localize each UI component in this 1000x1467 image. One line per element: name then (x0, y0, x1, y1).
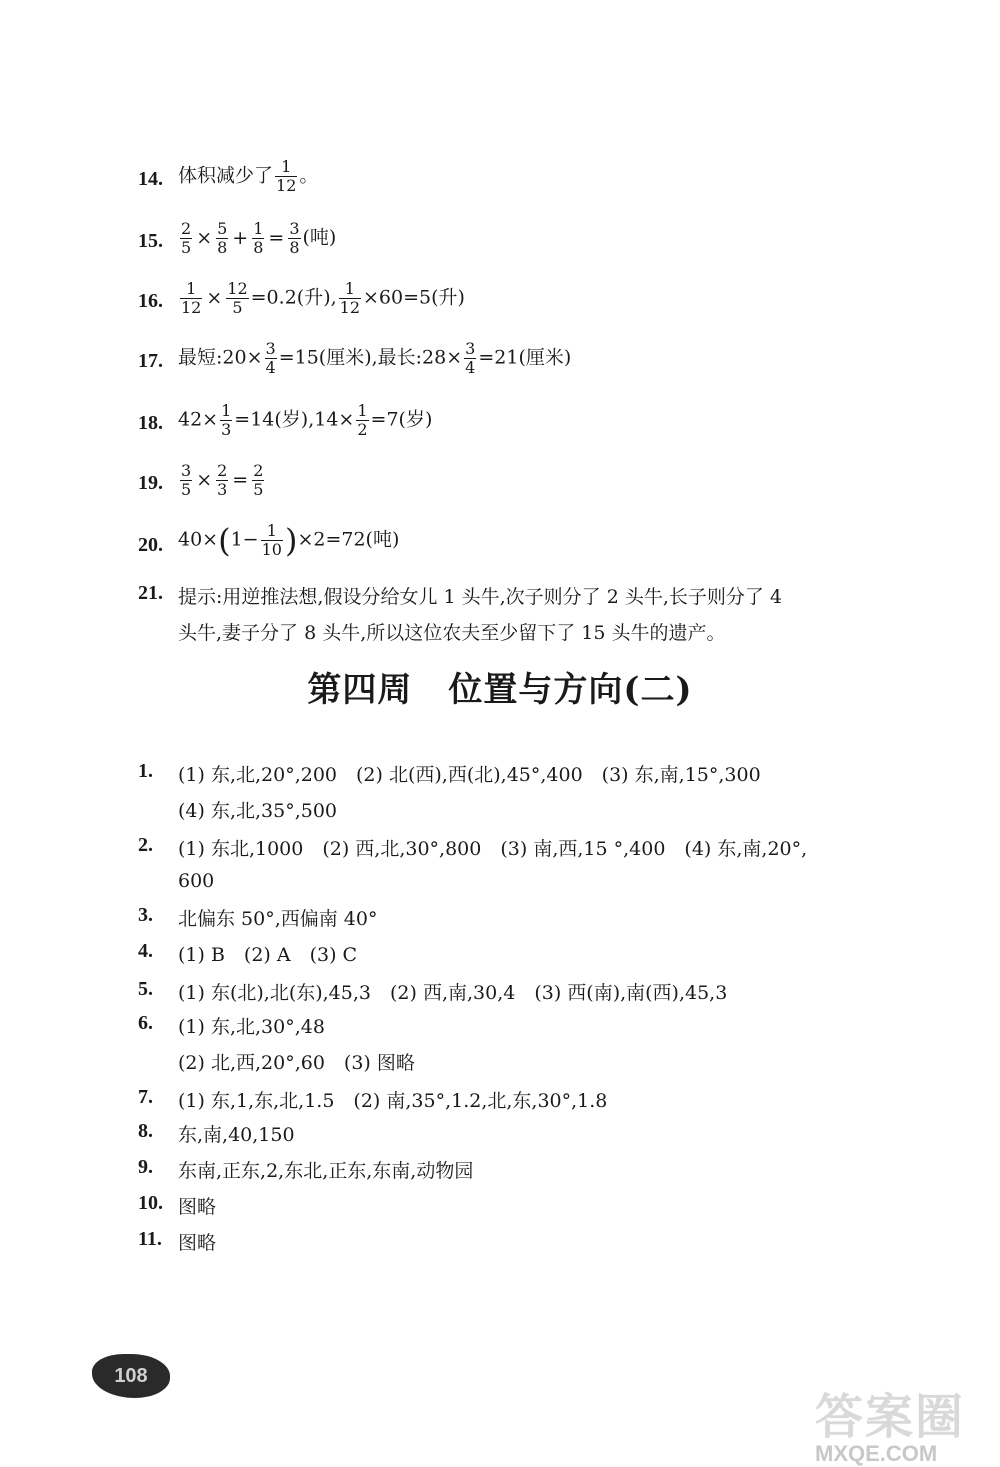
text-line: 图略 (178, 1196, 217, 1218)
item-number: 2. (138, 834, 153, 856)
text: 体积减少了 (178, 164, 274, 187)
fraction: $\frac{1}{12}$ (276, 157, 297, 195)
text-line: (1) 东(北),北(东),45,3 (2) 西,南,30,4 (3) 西(南),南(西),45,3 (178, 982, 728, 1004)
text-line: (1) B (2) A (3) C (178, 944, 358, 966)
fraction: $\frac{1}{10}$ (261, 521, 282, 559)
item-number: 4. (138, 940, 153, 962)
item-number: 6. (138, 1012, 153, 1034)
text-line: 头牛,妻子分了 8 头牛,所以这位农夫至少留下了 15 头牛的遗产。 (178, 622, 726, 644)
item-number: 14. (138, 168, 163, 190)
fraction: $\frac{3}{5}$ (181, 461, 192, 499)
item-number: 18. (138, 412, 163, 434)
unit: (吨) (302, 226, 337, 249)
week-label: 第四周 (307, 670, 413, 710)
page-number: 108 (92, 1354, 170, 1398)
text-line: (4) 东,北,35°,500 (178, 800, 338, 822)
text-line: 图略 (178, 1232, 217, 1254)
item-number: 7. (138, 1086, 153, 1108)
fraction: $\frac{1}{12}$ (339, 279, 361, 317)
item-number: 21. (138, 582, 163, 604)
fraction: $\frac{2}{5}$ (181, 219, 192, 257)
text: ×2=72(吨) (297, 528, 400, 551)
text: 最短:20× (178, 346, 263, 369)
item-number: 8. (138, 1120, 153, 1142)
item-number: 3. (138, 904, 153, 926)
text-line: (1) 东,北,20°,200 (2) 北(西),西(北),45°,400 (3) 东,南,15°,300 (178, 764, 761, 786)
text: =0.2(升), (250, 286, 337, 309)
item-number: 10. (138, 1192, 163, 1214)
fraction: $\frac{3}{4}$ (265, 339, 276, 377)
text: 40× (178, 528, 219, 551)
text: =14(岁),14× (234, 408, 355, 431)
fraction: $\frac{3}{4}$ (465, 339, 476, 377)
item-number: 1. (138, 760, 153, 782)
text: =15(厘米),最长:28× (278, 346, 463, 369)
fraction: $\frac{1}{8}$ (253, 219, 264, 257)
watermark-url: MXQE.COM (815, 1441, 938, 1466)
fraction: $\frac{1}{3}$ (221, 401, 232, 439)
fraction: $\frac{5}{8}$ (217, 219, 228, 257)
fraction: $\frac{2}{3}$ (217, 461, 228, 499)
text-line: 提示:用逆推法想,假设分给女儿 1 头牛,次子则分了 2 头牛,长子则分了 4 (178, 586, 782, 608)
text-line: 东,南,40,150 (178, 1124, 295, 1146)
item-number: 11. (138, 1228, 162, 1250)
text-line: 600 (178, 870, 215, 892)
watermark (815, 1378, 965, 1467)
topic-label: 位置与方向(二) (448, 670, 693, 710)
fraction: $\frac{12}{5}$ (227, 279, 248, 317)
text-line: 东南,正东,2,东北,正东,东南,动物园 (178, 1160, 474, 1182)
item-number: 15. (138, 230, 163, 252)
section-title (0, 662, 1000, 711)
text-line: 北偏东 50°,西偏南 40° (178, 908, 378, 930)
item-number: 19. (138, 472, 163, 494)
text: ×60=5(升) (363, 286, 465, 309)
text: 42× (178, 408, 219, 431)
fraction: $\frac{2}{5}$ (253, 461, 264, 499)
item-number: 9. (138, 1156, 153, 1178)
item-number: 20. (138, 534, 163, 556)
text-line: (1) 东,1,东,北,1.5 (2) 南,35°,1.2,北,东,30°,1.8 (178, 1090, 608, 1112)
text-line: (1) 东,北,30°,48 (178, 1016, 325, 1038)
watermark-logo: 答案圈 (815, 1391, 966, 1444)
text: =7(岁) (370, 408, 433, 431)
item-number: 16. (138, 290, 163, 312)
text-line: (1) 东北,1000 (2) 西,北,30°,800 (3) 南,西,15 °,400 (4) 东,南,20°, (178, 838, 808, 860)
text-line: (2) 北,西,20°,60 (3) 图略 (178, 1052, 415, 1074)
item-number: 17. (138, 350, 163, 372)
item-number: 5. (138, 978, 153, 1000)
fraction: $\frac{1}{2}$ (357, 401, 368, 439)
text: =21(厘米) (478, 346, 572, 369)
text: 1− (230, 528, 259, 551)
fraction: $\frac{3}{8}$ (289, 219, 300, 257)
fraction: $\frac{1}{12}$ (181, 279, 202, 317)
text: 。 (299, 164, 319, 187)
